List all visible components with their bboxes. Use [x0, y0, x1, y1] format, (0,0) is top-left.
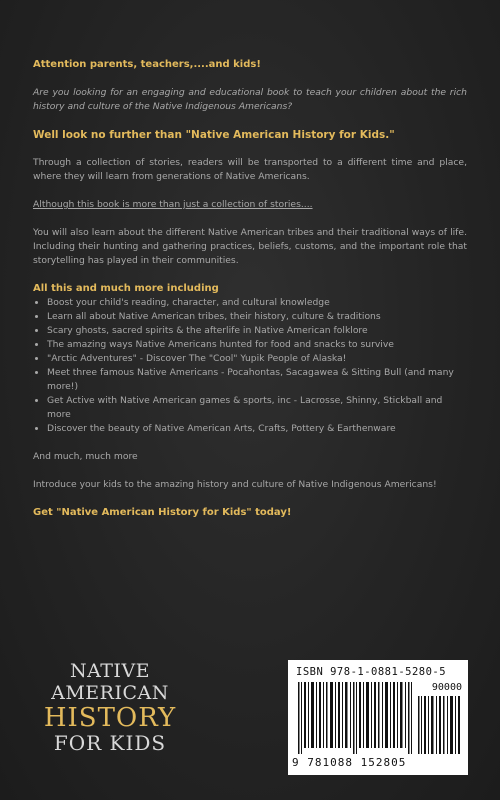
list-item: • Boost your child's reading, character, and cultural knowledge	[47, 296, 467, 310]
list-item: • Scary ghosts, sacred spirits & the afterlife in Native American folklore	[47, 324, 467, 338]
much-more-line: And much, much more	[33, 451, 138, 462]
barcode	[288, 660, 468, 775]
isbn-text: ISBN 978-1-0881-5280-5	[296, 666, 447, 678]
logo-line-2: HISTORY	[43, 703, 177, 733]
cta-line: Get "Native American History for Kids" today!	[33, 507, 292, 518]
list-item: • Get Active with Native American games & sports, inc - Lacrosse, Shinny, Stickball and more	[47, 394, 467, 422]
attention-line: Attention parents, teachers,....and kids!	[33, 59, 261, 70]
list-item: • Learn all about Native American tribes, their history, culture & traditions	[47, 310, 467, 324]
list-item: • Meet three famous Native Americans - Pocahontas, Sacagawea & Sitting Bull (and many more!)	[47, 366, 467, 394]
logo-line-1: NATIVE AMERICAN	[51, 660, 169, 704]
blurb	[33, 58, 467, 534]
stories-paragraph: Through a collection of stories, readers will be transported to a different time and place, where they will learn from generations of Native Americans.	[33, 157, 467, 182]
price-code: 90000	[431, 682, 462, 693]
feature-list	[33, 296, 467, 436]
tribes-paragraph: You will also learn about the different Native American tribes and their traditional ways of life. Including their hunting and gathering practices, beliefs, customs, and the important role that storytelling has played in their communities.	[33, 227, 467, 266]
list-item: • The amazing ways Native Americans hunted for food and snacks to survive	[47, 338, 467, 352]
barcode-digits: 9 781088 152805	[292, 756, 407, 769]
intro-question: Are you looking for an engaging and educational book to teach your children about the rich history and culture of the Native Indigenous Americans?	[33, 87, 467, 112]
logo-line-3: FOR KIDS	[53, 731, 167, 755]
list-heading: All this and much more including	[33, 283, 219, 294]
list-item: • "Arctic Adventures" - Discover The "Cool" Yupik People of Alaska!	[47, 352, 467, 366]
look-further-line: Well look no further than "Native American History for Kids."	[33, 129, 395, 141]
price-bars-icon	[418, 696, 462, 754]
introduce-paragraph: Introduce your kids to the amazing history and culture of Native Indigenous Americans!	[33, 479, 437, 490]
series-logo	[20, 660, 200, 754]
although-line: Although this book is more than just a collection of stories....	[33, 199, 313, 210]
list-item: • Discover the beauty of Native American Arts, Crafts, Pottery & Earthenware	[47, 422, 467, 436]
barcode-bars-icon	[298, 682, 413, 754]
